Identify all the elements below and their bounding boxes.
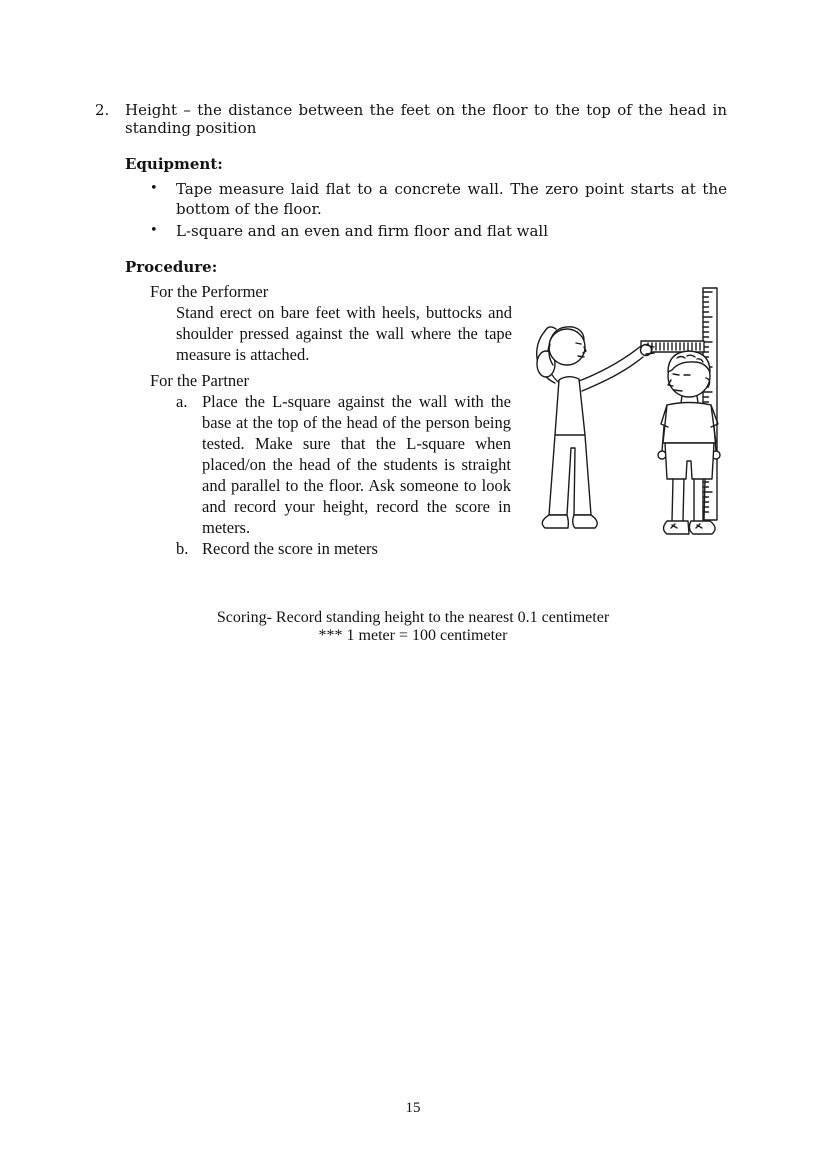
partner-title: For the Partner	[150, 371, 249, 390]
scoring-line-1: Scoring- Record standing height to the nearest 0.1 centimeter	[216, 609, 610, 626]
equipment-heading: Equipment:	[125, 155, 223, 173]
bullet-item	[150, 221, 727, 241]
bullet-icon: •	[150, 181, 158, 196]
item-number: 2.	[95, 101, 110, 119]
numbered-item-height	[95, 101, 727, 137]
partner-figure	[537, 327, 654, 528]
performer-title: For the Performer	[150, 282, 269, 301]
scoring-line-2: *** 1 meter = 100 centimeter	[318, 627, 508, 644]
item-text: Height – the distance between the feet on the floor to the top of the head in standing position	[125, 101, 727, 137]
step-item	[176, 391, 511, 538]
step-item	[176, 538, 511, 559]
performer-text: Stand erect on bare feet with heels, buttocks and shoulder pressed against the wall where the tape measure is attached.	[176, 303, 512, 364]
procedure-heading: Procedure:	[125, 258, 218, 276]
bullet-text: Tape measure laid flat to a concrete wall. The zero point starts at the bottom of the floor.	[176, 180, 727, 218]
height-measurement-illustration	[522, 284, 748, 546]
step-marker: a.	[176, 392, 188, 411]
scoring-block	[0, 609, 826, 645]
equipment-bullet-list	[0, 179, 826, 241]
bullet-icon: •	[150, 223, 158, 238]
bullet-item	[150, 179, 727, 219]
bullet-text: L-square and an even and firm floor and flat wall	[176, 222, 548, 240]
step-text: Record the score in meters	[202, 539, 378, 558]
page-number: 15	[405, 1100, 421, 1116]
step-text: Place the L-square against the wall with the base at the top of the head of the person being tested. Make sure that the L-square when placed/on the head of the students is straight and parallel to the floor. Ask someone to look and record your height, record the score in meters.	[202, 392, 511, 537]
step-marker: b.	[176, 539, 189, 558]
partner-steps	[176, 391, 511, 559]
